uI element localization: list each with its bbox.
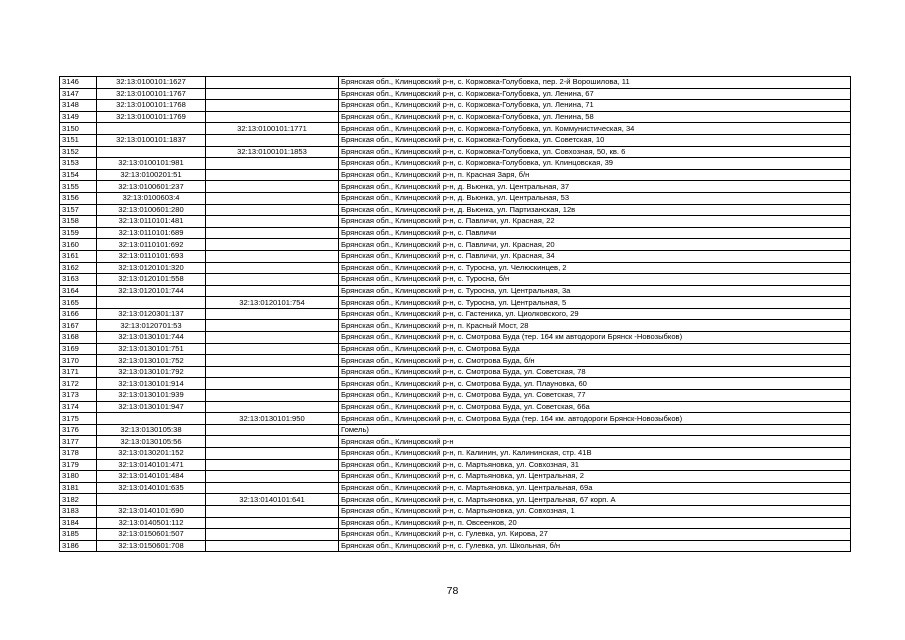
cadastral-number-cell: 32:13:0120101:744: [97, 285, 206, 297]
cadastral-number-alt-cell: [206, 471, 339, 483]
cadastral-number-cell: [97, 123, 206, 135]
cadastral-number-alt-cell: [206, 100, 339, 112]
table-row: [60, 123, 851, 135]
row-number-cell: 3161: [60, 250, 97, 262]
address-cell: Брянская обл., Клинцовский р-н, с. Коржовка-Голубовка, ул. Коммунистическая, 34: [339, 123, 851, 135]
table-row: [60, 413, 851, 425]
table-row: [60, 274, 851, 286]
cadastral-number-cell: 32:13:0130101:947: [97, 401, 206, 413]
cadastral-number-cell: 32:13:0100601:280: [97, 204, 206, 216]
address-cell: Брянская обл., Клинцовский р-н, с. Павличи, ул. Красная, 20: [339, 239, 851, 251]
address-cell: Брянская обл., Клинцовский р-н, п. Овсеенков, 20: [339, 517, 851, 529]
row-number-cell: 3175: [60, 413, 97, 425]
address-cell: Брянская обл., Клинцовский р-н, с. Коржовка-Голубовка, ул. Совхозная, 50, кв. 6: [339, 146, 851, 158]
table-row: [60, 355, 851, 367]
table-row: [60, 250, 851, 262]
cadastral-number-cell: 32:13:0130105:38: [97, 424, 206, 436]
address-cell: Брянская обл., Клинцовский р-н, п. Калинин, ул. Калининская, стр. 41В: [339, 448, 851, 460]
row-number-cell: 3150: [60, 123, 97, 135]
cadastral-number-cell: 32:13:0130201:152: [97, 448, 206, 460]
table-row: [60, 320, 851, 332]
cadastral-number-cell: 32:13:0110101:481: [97, 216, 206, 228]
cadastral-number-alt-cell: [206, 436, 339, 448]
row-number-cell: 3185: [60, 529, 97, 541]
cadastral-number-cell: 32:13:0110101:692: [97, 239, 206, 251]
address-cell: Брянская обл., Клинцовский р-н, с. Коржовка-Голубовка, ул. Ленина, 67: [339, 88, 851, 100]
cadastral-number-cell: 32:13:0120701:53: [97, 320, 206, 332]
row-number-cell: 3164: [60, 285, 97, 297]
row-number-cell: 3158: [60, 216, 97, 228]
row-number-cell: 3159: [60, 227, 97, 239]
row-number-cell: 3168: [60, 332, 97, 344]
address-cell: Брянская обл., Клинцовский р-н, с. Смотрова Буда, ул. Советская, 77: [339, 390, 851, 402]
row-number-cell: 3176: [60, 424, 97, 436]
cadastral-number-alt-cell: [206, 459, 339, 471]
cadastral-number-alt-cell: [206, 505, 339, 517]
address-cell: Брянская обл., Клинцовский р-н, с. Коржовка-Голубовка, ул. Советская, 10: [339, 134, 851, 146]
cadastral-number-cell: 32:13:0100101:1837: [97, 134, 206, 146]
cadastral-number-cell: 32:13:0140501:112: [97, 517, 206, 529]
cadastral-number-alt-cell: [206, 250, 339, 262]
cadastral-number-alt-cell: [206, 355, 339, 367]
cadastral-number-alt-cell: [206, 192, 339, 204]
row-number-cell: 3167: [60, 320, 97, 332]
row-number-cell: 3186: [60, 540, 97, 552]
cadastral-number-alt-cell: [206, 401, 339, 413]
cadastral-number-alt-cell: 32:13:0100101:1771: [206, 123, 339, 135]
cadastral-number-alt-cell: [206, 390, 339, 402]
table-row: [60, 100, 851, 112]
cadastral-number-cell: 32:13:0130101:751: [97, 343, 206, 355]
row-number-cell: 3165: [60, 297, 97, 309]
cadastral-number-cell: 32:13:0100101:1767: [97, 88, 206, 100]
row-number-cell: 3162: [60, 262, 97, 274]
table-row: [60, 366, 851, 378]
address-cell: Брянская обл., Клинцовский р-н, с. Смотрова Буда, ул. Советская, 78: [339, 366, 851, 378]
cadastral-number-alt-cell: [206, 320, 339, 332]
row-number-cell: 3156: [60, 192, 97, 204]
address-cell: Брянская обл., Клинцовский р-н, с. Туросна, б/н: [339, 274, 851, 286]
address-cell: Брянская обл., Клинцовский р-н, д. Вьюнка, ул. Партизанская, 12в: [339, 204, 851, 216]
cadastral-number-cell: 32:13:0100601:237: [97, 181, 206, 193]
table-row: [60, 262, 851, 274]
address-cell: Брянская обл., Клинцовский р-н, с. Мартьяновка, ул. Совхозная, 31: [339, 459, 851, 471]
table-row: [60, 343, 851, 355]
cadastral-number-cell: [97, 494, 206, 506]
registry-table-body: [60, 77, 851, 552]
cadastral-number-cell: 32:13:0100101:1768: [97, 100, 206, 112]
table-row: [60, 332, 851, 344]
address-cell: Брянская обл., Клинцовский р-н, с. Туросна, ул. Центральная, 5: [339, 297, 851, 309]
cadastral-number-cell: 32:13:0100603:4: [97, 192, 206, 204]
table-row: [60, 192, 851, 204]
row-number-cell: 3152: [60, 146, 97, 158]
table-row: [60, 401, 851, 413]
table-row: [60, 239, 851, 251]
cadastral-number-alt-cell: [206, 529, 339, 541]
cadastral-number-cell: 32:13:0130101:752: [97, 355, 206, 367]
row-number-cell: 3147: [60, 88, 97, 100]
cadastral-number-alt-cell: 32:13:0140101:641: [206, 494, 339, 506]
address-cell: Брянская обл., Клинцовский р-н, д. Вьюнка, ул. Центральная, 37: [339, 181, 851, 193]
cadastral-number-alt-cell: [206, 517, 339, 529]
address-cell: Брянская обл., Клинцовский р-н, с. Павличи: [339, 227, 851, 239]
table-row: [60, 169, 851, 181]
table-row: [60, 146, 851, 158]
row-number-cell: 3160: [60, 239, 97, 251]
cadastral-number-alt-cell: [206, 239, 339, 251]
cadastral-number-alt-cell: [206, 158, 339, 170]
table-row: [60, 529, 851, 541]
row-number-cell: 3180: [60, 471, 97, 483]
cadastral-number-alt-cell: [206, 227, 339, 239]
table-row: [60, 459, 851, 471]
address-cell: Брянская обл., Клинцовский р-н, с. Гулевка, ул. Школьная, б/н: [339, 540, 851, 552]
cadastral-number-cell: 32:13:0150601:708: [97, 540, 206, 552]
address-cell: Брянская обл., Клинцовский р-н, с. Смотрова Буда, б/н: [339, 355, 851, 367]
table-row: [60, 448, 851, 460]
cadastral-number-cell: 32:13:0110101:689: [97, 227, 206, 239]
address-cell: Брянская обл., Клинцовский р-н, с. Коржовка-Голубовка, пер. 2-й Ворошилова, 11: [339, 77, 851, 89]
address-cell: Брянская обл., Клинцовский р-н, с. Павличи, ул. Красная, 34: [339, 250, 851, 262]
table-row: [60, 378, 851, 390]
table-row: [60, 285, 851, 297]
cadastral-number-cell: 32:13:0120301:137: [97, 308, 206, 320]
cadastral-number-cell: 32:13:0130101:792: [97, 366, 206, 378]
table-row: [60, 158, 851, 170]
cadastral-number-alt-cell: [206, 540, 339, 552]
row-number-cell: 3172: [60, 378, 97, 390]
row-number-cell: 3171: [60, 366, 97, 378]
row-number-cell: 3169: [60, 343, 97, 355]
cadastral-number-alt-cell: [206, 88, 339, 100]
cadastral-number-alt-cell: [206, 378, 339, 390]
address-cell: Брянская обл., Клинцовский р-н, с. Смотрова Буда (тер. 164 км автодороги Брянск -Новозыбков): [339, 332, 851, 344]
cadastral-number-cell: 32:13:0140101:471: [97, 459, 206, 471]
cadastral-number-alt-cell: [206, 134, 339, 146]
table-row: [60, 134, 851, 146]
address-cell: Брянская обл., Клинцовский р-н: [339, 436, 851, 448]
cadastral-number-cell: 32:13:0140101:635: [97, 482, 206, 494]
address-cell: Брянская обл., Клинцовский р-н, с. Коржовка-Голубовка, ул. Клинцовская, 39: [339, 158, 851, 170]
address-cell: Брянская обл., Клинцовский р-н, п. Красная Заря, б/н: [339, 169, 851, 181]
cadastral-number-alt-cell: 32:13:0130101:950: [206, 413, 339, 425]
cadastral-number-alt-cell: [206, 482, 339, 494]
row-number-cell: 3148: [60, 100, 97, 112]
address-cell: Брянская обл., Клинцовский р-н, д. Вьюнка, ул. Центральная, 53: [339, 192, 851, 204]
cadastral-number-cell: 32:13:0100101:1627: [97, 77, 206, 89]
row-number-cell: 3183: [60, 505, 97, 517]
row-number-cell: 3151: [60, 134, 97, 146]
address-cell: Брянская обл., Клинцовский р-н, п. Красный Мост, 28: [339, 320, 851, 332]
cadastral-number-alt-cell: [206, 169, 339, 181]
cadastral-number-cell: 32:13:0140101:690: [97, 505, 206, 517]
cadastral-number-cell: [97, 297, 206, 309]
row-number-cell: 3184: [60, 517, 97, 529]
row-number-cell: 3174: [60, 401, 97, 413]
address-cell: Брянская обл., Клинцовский р-н, с. Мартьяновка, ул. Совхозная, 1: [339, 505, 851, 517]
table-row: [60, 111, 851, 123]
table-row: [60, 181, 851, 193]
table-row: [60, 482, 851, 494]
cadastral-number-cell: 32:13:0100101:981: [97, 158, 206, 170]
row-number-cell: 3178: [60, 448, 97, 460]
table-row: [60, 227, 851, 239]
row-number-cell: 3166: [60, 308, 97, 320]
address-cell: Брянская обл., Клинцовский р-н, с. Мартьяновка, ул. Центральная, 2: [339, 471, 851, 483]
cadastral-number-alt-cell: [206, 285, 339, 297]
address-cell: Брянская обл., Клинцовский р-н, с. Коржовка-Голубовка, ул. Ленина, 71: [339, 100, 851, 112]
table-row: [60, 505, 851, 517]
cadastral-number-alt-cell: [206, 308, 339, 320]
address-cell: Брянская обл., Клинцовский р-н, с. Коржовка-Голубовка, ул. Ленина, 58: [339, 111, 851, 123]
cadastral-number-alt-cell: 32:13:0100101:1853: [206, 146, 339, 158]
cadastral-number-cell: 32:13:0100101:1769: [97, 111, 206, 123]
table-row: [60, 308, 851, 320]
cadastral-number-alt-cell: [206, 181, 339, 193]
row-number-cell: 3153: [60, 158, 97, 170]
row-number-cell: 3177: [60, 436, 97, 448]
row-number-cell: 3181: [60, 482, 97, 494]
cadastral-number-cell: [97, 146, 206, 158]
row-number-cell: 3154: [60, 169, 97, 181]
cadastral-number-cell: [97, 413, 206, 425]
cadastral-number-cell: 32:13:0140101:484: [97, 471, 206, 483]
cadastral-number-alt-cell: [206, 424, 339, 436]
address-cell: Брянская обл., Клинцовский р-н, с. Гастеника, ул. Циолковского, 29: [339, 308, 851, 320]
cadastral-number-alt-cell: [206, 77, 339, 89]
address-cell: Брянская обл., Клинцовский р-н, с. Павличи, ул. Красная, 22: [339, 216, 851, 228]
row-number-cell: 3163: [60, 274, 97, 286]
cadastral-number-cell: 32:13:0100201:51: [97, 169, 206, 181]
address-cell: Брянская обл., Клинцовский р-н, с. Мартьяновка, ул. Центральная, 67 корп. А: [339, 494, 851, 506]
table-row: [60, 540, 851, 552]
cadastral-number-alt-cell: [206, 262, 339, 274]
cadastral-number-cell: 32:13:0130105:56: [97, 436, 206, 448]
cadastral-number-cell: 32:13:0150601:507: [97, 529, 206, 541]
registry-table: [59, 76, 851, 552]
table-row: [60, 436, 851, 448]
cadastral-number-cell: 32:13:0130101:914: [97, 378, 206, 390]
table-row: [60, 204, 851, 216]
address-cell: Брянская обл., Клинцовский р-н, с. Гулевка, ул. Кирова, 27: [339, 529, 851, 541]
address-cell: Брянская обл., Клинцовский р-н, с. Туросна, ул. Челюскинцев, 2: [339, 262, 851, 274]
cadastral-number-cell: 32:13:0120101:558: [97, 274, 206, 286]
address-cell: Брянская обл., Клинцовский р-н, с. Смотрова Буда, ул. Советская, 66а: [339, 401, 851, 413]
row-number-cell: 3157: [60, 204, 97, 216]
table-row: [60, 424, 851, 436]
page-number: 78: [446, 585, 459, 597]
row-number-cell: 3149: [60, 111, 97, 123]
cadastral-number-alt-cell: 32:13:0120101:754: [206, 297, 339, 309]
table-row: [60, 216, 851, 228]
table-row: [60, 471, 851, 483]
table-row: [60, 494, 851, 506]
address-cell: Брянская обл., Клинцовский р-н, с. Смотрова Буда: [339, 343, 851, 355]
cadastral-number-alt-cell: [206, 216, 339, 228]
cadastral-number-alt-cell: [206, 332, 339, 344]
row-number-cell: 3182: [60, 494, 97, 506]
cadastral-number-alt-cell: [206, 343, 339, 355]
cadastral-number-cell: 32:13:0120101:320: [97, 262, 206, 274]
cadastral-number-cell: 32:13:0130101:744: [97, 332, 206, 344]
row-number-cell: 3170: [60, 355, 97, 367]
cadastral-number-cell: 32:13:0110101:693: [97, 250, 206, 262]
row-number-cell: 3179: [60, 459, 97, 471]
address-cell: Брянская обл., Клинцовский р-н, с. Смотрова Буда (тер. 164 км. автодороги Брянск-Новозыбков): [339, 413, 851, 425]
address-cell: Брянская обл., Клинцовский р-н, с. Мартьяновка, ул. Центральная, 69а: [339, 482, 851, 494]
row-number-cell: 3155: [60, 181, 97, 193]
table-row: [60, 517, 851, 529]
cadastral-number-alt-cell: [206, 111, 339, 123]
cadastral-number-alt-cell: [206, 274, 339, 286]
address-cell: Брянская обл., Клинцовский р-н, с. Смотрова Буда, ул. Плауновка, 60: [339, 378, 851, 390]
table-row: [60, 77, 851, 89]
row-number-cell: 3146: [60, 77, 97, 89]
address-cell: Гомель): [339, 424, 851, 436]
cadastral-number-alt-cell: [206, 366, 339, 378]
cadastral-number-alt-cell: [206, 448, 339, 460]
table-row: [60, 390, 851, 402]
cadastral-number-cell: 32:13:0130101:939: [97, 390, 206, 402]
row-number-cell: 3173: [60, 390, 97, 402]
cadastral-number-alt-cell: [206, 204, 339, 216]
address-cell: Брянская обл., Клинцовский р-н, с. Туросна, ул. Центральная, 3а: [339, 285, 851, 297]
table-row: [60, 88, 851, 100]
table-row: [60, 297, 851, 309]
